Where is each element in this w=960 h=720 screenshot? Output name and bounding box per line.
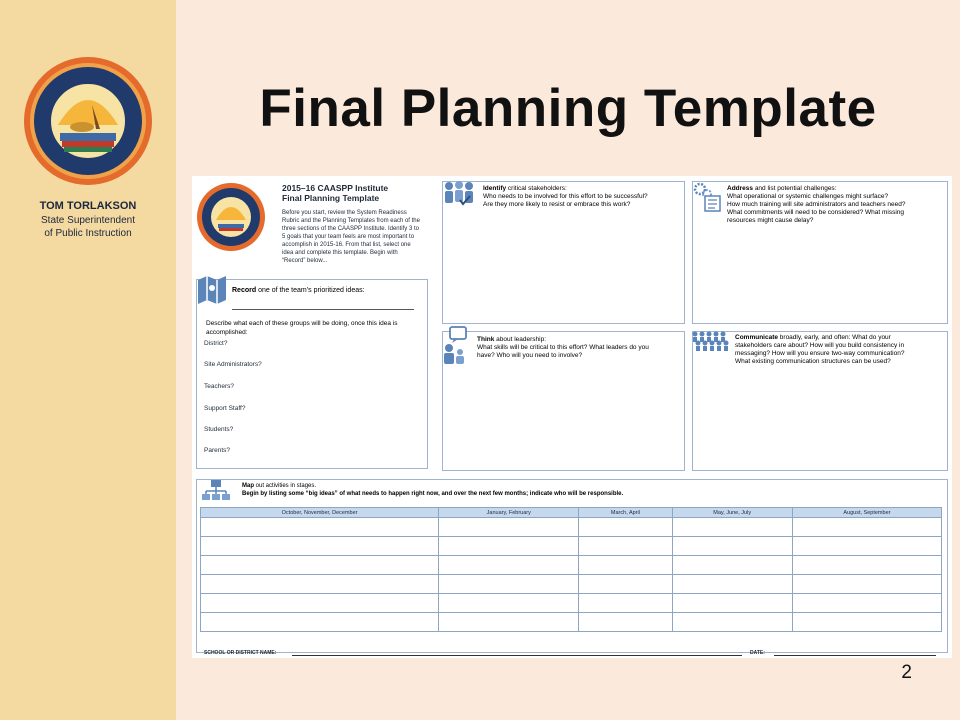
group-district: District?	[204, 340, 228, 347]
table-row	[201, 575, 942, 594]
group-site-administrators: Site Administrators?	[204, 361, 262, 368]
record-answer-line	[232, 309, 414, 310]
checklist-gears-icon	[693, 182, 723, 212]
communicate-prompt	[735, 334, 904, 366]
column-header: May, June, July	[672, 508, 792, 518]
intro-title	[282, 183, 388, 203]
communicate-line1-text: broadly, early, and often: What do your	[777, 334, 891, 341]
map-icon	[196, 274, 228, 306]
record-keyword: Record	[232, 287, 257, 294]
superintendent-name: TOM TORLAKSON	[39, 200, 137, 212]
page-number: 2	[901, 662, 912, 683]
map-line2: Begin by listing some “big ideas” of what needs to happen right now, and over the next few months; indicate who will be responsible.	[242, 491, 624, 497]
identify-line3: Are they more likely to resist or embrace this work?	[483, 201, 631, 208]
superintendent-title-line2: of Public Instruction	[44, 228, 132, 239]
address-line5: resources might cause delay?	[727, 217, 814, 224]
date-line	[774, 655, 936, 656]
activity-stages-table	[200, 507, 942, 632]
table-row	[201, 556, 942, 575]
date-label: DATE:	[750, 650, 765, 656]
org-chart-icon	[201, 479, 231, 505]
think-line3: have? Who will you need to involve?	[477, 352, 583, 359]
identify-line1-text: critical stakeholders:	[506, 185, 567, 192]
address-prompt	[727, 185, 905, 225]
think-line1-text: about leadership:	[494, 336, 547, 343]
communicate-line1	[735, 334, 904, 342]
record-prompt	[232, 286, 365, 296]
identify-line1	[483, 185, 648, 193]
column-header: August, September	[792, 508, 941, 518]
record-box	[196, 279, 428, 469]
superintendent-title	[0, 214, 176, 240]
table-row	[201, 537, 942, 556]
school-district-line	[292, 655, 742, 656]
record-describe: Describe what each of these groups will be doing, once this idea is accomplished:	[206, 320, 398, 336]
intro-title-line1: 2015–16 CAASPP Institute	[282, 183, 389, 193]
identify-line2: Who needs to be involved for this effort to be successful?	[483, 193, 648, 200]
intro-text: Before you start, review the System Readiness Rubric and the Planning Templates from each of the three sections of the CAASPP Institute. Identify 3 to 5 goals that your team feels are most important to accomplish in 2015-16. From that list, select one idea and complete this template. Begin with “Record” below...	[282, 210, 420, 264]
column-header: October, November, December	[201, 508, 439, 518]
department-of-education-seal	[22, 55, 154, 187]
superintendent-title-line1: State Superintendent	[41, 215, 135, 226]
address-keyword: Address	[727, 185, 754, 192]
stakeholders-icon	[442, 180, 476, 208]
think-line1	[477, 336, 649, 344]
leader-speech-icon	[440, 326, 470, 366]
planning-template-document	[192, 176, 952, 658]
identify-prompt	[483, 185, 648, 209]
table-row	[201, 594, 942, 613]
crowd-icon	[691, 330, 731, 352]
document-seal-icon	[196, 182, 266, 252]
communicate-line4: What existing communication structures can be used?	[735, 358, 891, 365]
column-header: January, February	[439, 508, 579, 518]
map-line1	[242, 482, 623, 490]
address-line3: How much training will site administrators and teachers need?	[727, 201, 906, 208]
communicate-line3: messaging? How will you ensure two-way communication?	[735, 350, 905, 357]
group-students: Students?	[204, 426, 234, 433]
group-parents: Parents?	[204, 447, 231, 454]
identify-keyword: Identify	[483, 185, 507, 192]
intro-title-line2: Final Planning Template	[282, 193, 380, 203]
school-district-label: SCHOOL OR DISTRICT NAME:	[204, 650, 277, 656]
address-line1	[727, 185, 905, 193]
communicate-line2: stakeholders care about? How will you build consistency in	[735, 342, 905, 349]
slide-title: Final Planning Template	[259, 79, 877, 138]
address-line2: What operational or systemic challenges might surface?	[727, 193, 889, 200]
map-keyword: Map	[242, 483, 254, 489]
think-keyword: Think	[477, 336, 495, 343]
communicate-keyword: Communicate	[735, 334, 778, 341]
think-prompt	[477, 336, 649, 360]
column-header: March, April	[579, 508, 672, 518]
group-support-staff: Support Staff?	[204, 405, 246, 412]
table-header-row	[201, 508, 942, 518]
think-line2: What skills will be critical to this effort? What leaders do you	[477, 344, 649, 351]
record-prompt-text: one of the team’s prioritized ideas:	[256, 287, 365, 294]
group-teachers: Teachers?	[204, 383, 234, 390]
address-line1-text: and list potential challenges:	[753, 185, 837, 192]
map-prompt	[242, 482, 623, 498]
address-line4: What commitments will need to be considered? What missing	[727, 209, 905, 216]
table-row	[201, 613, 942, 632]
sidebar	[0, 0, 176, 720]
map-line1-text: out activities in stages.	[254, 483, 317, 489]
table-row	[201, 518, 942, 537]
